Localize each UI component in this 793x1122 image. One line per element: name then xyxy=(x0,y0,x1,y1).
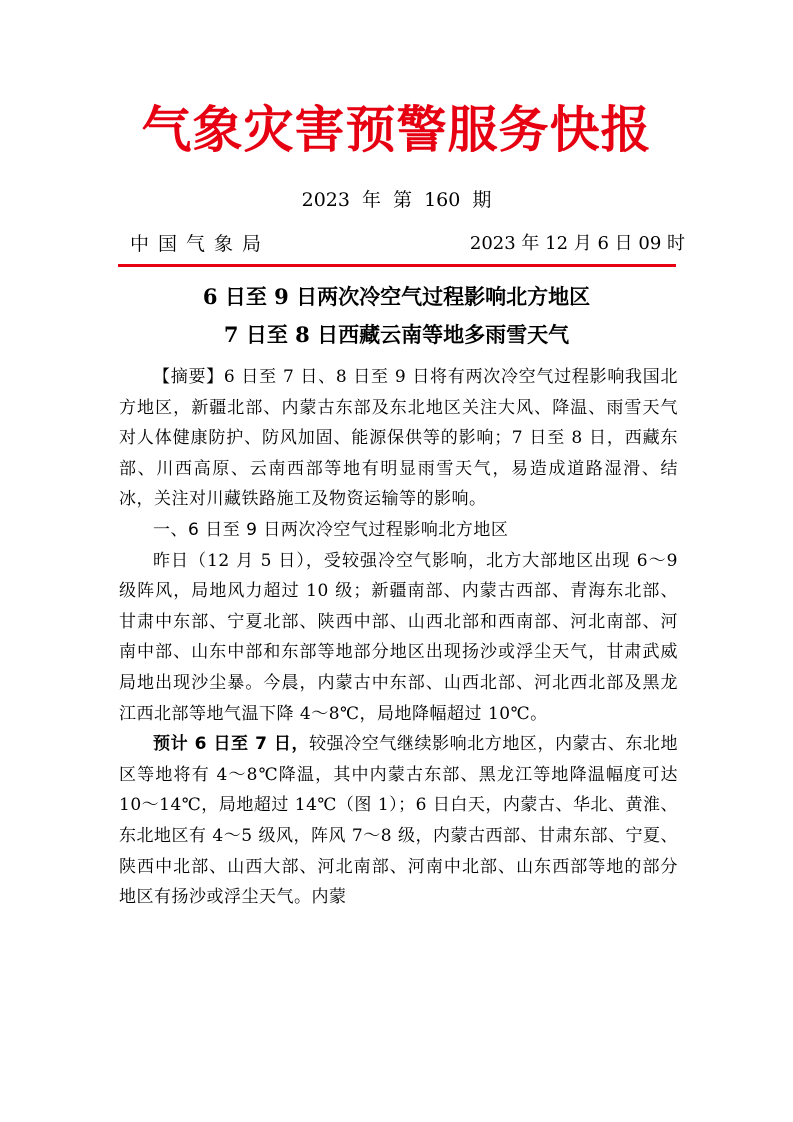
paragraph-lead: 预计 6 日至 7 日， xyxy=(153,734,310,755)
masthead-title: 气象灾害预警服务快报 xyxy=(141,101,652,159)
section-1-paragraph-2 xyxy=(119,729,678,913)
paragraph-text: 较强冷空气继续影响北方地区，内蒙古、东北地区等地将有 4～8℃降温，其中内蒙古东部、黑龙江等地降温幅度可达 10～14℃，局地超过 14℃（图 1）；6 日白天，内蒙古、华北、黄淮、东北地区有 4～5 级风，阵风 7～8 级，内蒙古西部、甘肃东部、宁夏、陕西中北部、山西大部、河北南部、河南中北部、山东西部等地的部分地区有扬沙或浮尘天气。内蒙 xyxy=(119,734,678,908)
section-1-paragraph-1: 昨日（12 月 5 日），受较强冷空气影响，北方大部地区出现 6～9 级阵风，局地风力超过 10 级；新疆南部、内蒙古西部、青海东北部、甘肃中东部、宁夏北部、陕西中部、山西北部和西南部、河北南部、河南中部、山东中部和东部等地部分地区出现扬沙或浮尘天气，甘肃武威局地出现沙尘暴。今晨，内蒙古中东部、山西北部、河北西北部及黑龙江西北部等地气温下降 4～8℃，局地降幅超过 10℃。 xyxy=(119,550,678,724)
document-titles xyxy=(0,278,793,354)
document-body xyxy=(119,362,678,913)
title-line-1: 6 日至 9 日两次冷空气过程影响北方地区 xyxy=(202,284,591,309)
issue-number: 2023 年 第 160 期 xyxy=(301,189,492,211)
section-1-heading: 一、6 日至 9 日两次冷空气过程影响北方地区 xyxy=(153,519,509,540)
summary-paragraph: 【摘要】6 日至 7 日、8 日至 9 日将有两次冷空气过程影响我国北方地区，新疆北部、内蒙古东部及东北地区关注大风、降温、雨雪天气对人体健康防护、防风加固、能源保供等的影响；7 日至 8 日，西藏东部、川西高原、云南西部等地有明显雨雪天气，易造成道路湿滑、结冰，关注对川藏铁路施工及物资运输等的影响。 xyxy=(119,367,678,510)
title-line-2: 7 日至 8 日西藏云南等地多雨雪天气 xyxy=(223,322,570,347)
issuing-agency: 中国气象局 xyxy=(130,233,271,255)
header-divider xyxy=(118,264,676,267)
issue-datetime: 2023 年 12 月 6 日 09 时 xyxy=(469,233,685,254)
